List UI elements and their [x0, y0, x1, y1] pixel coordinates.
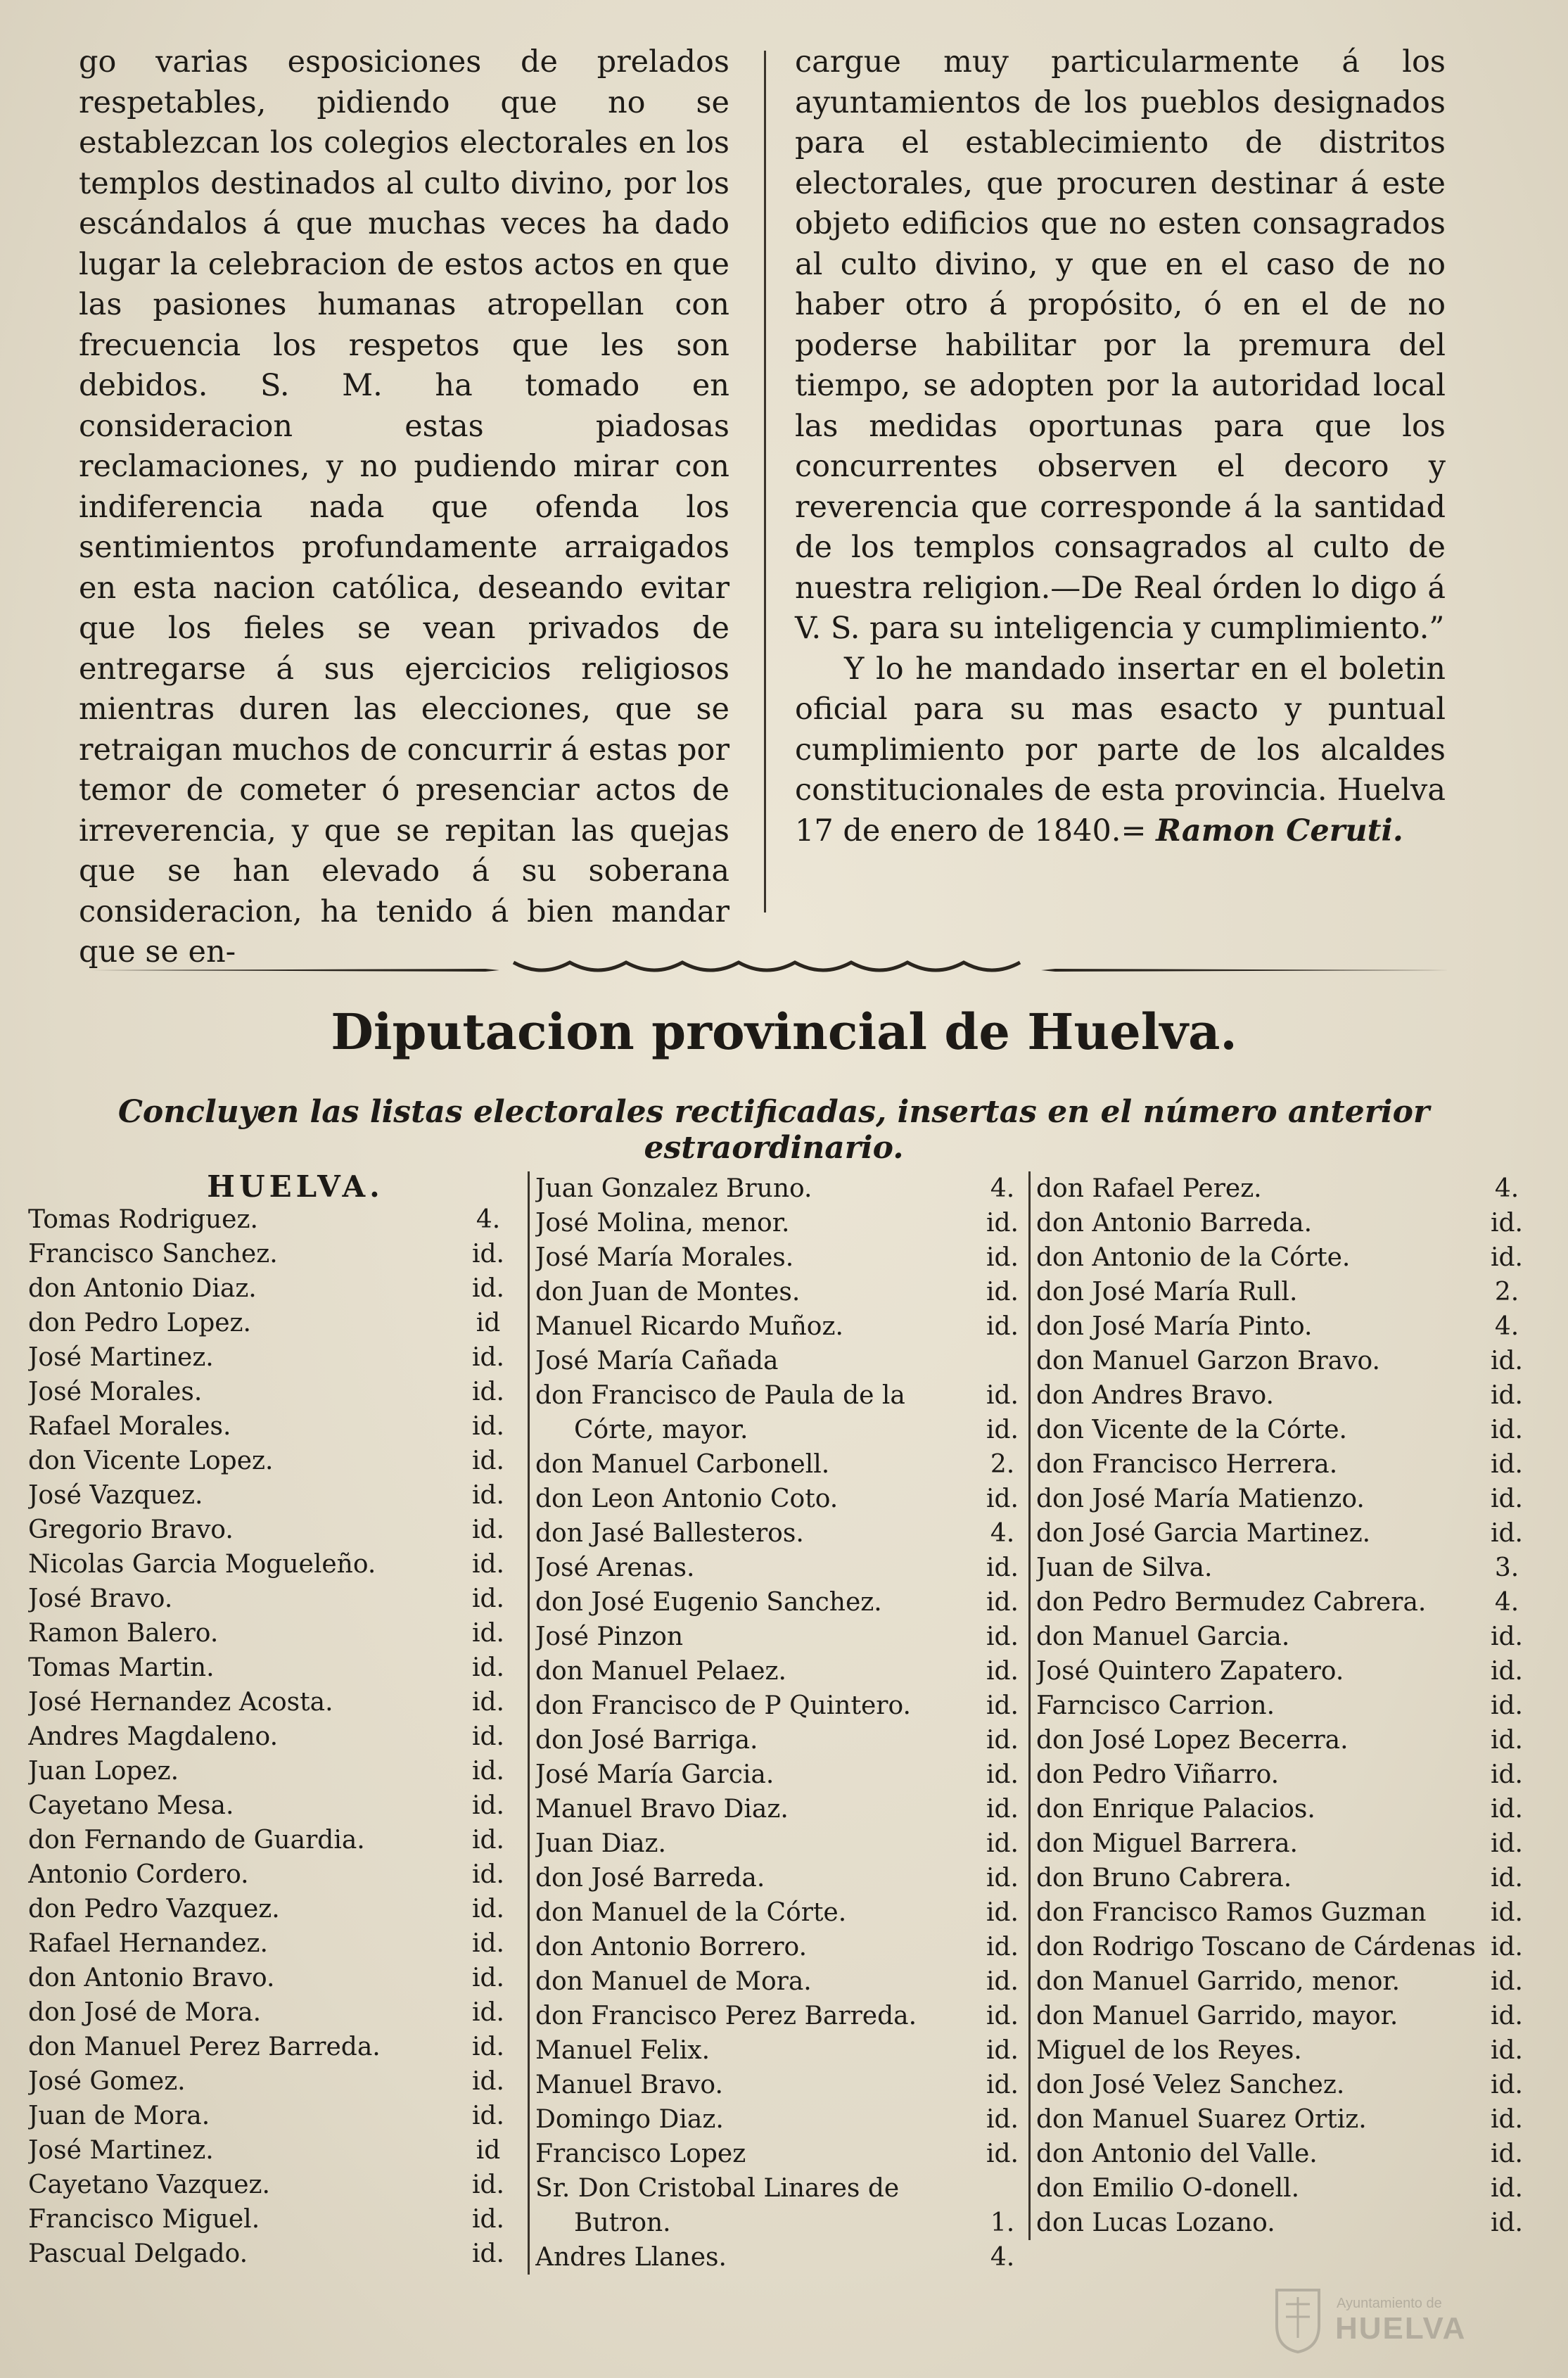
- elector-value: 3.: [1494, 1553, 1519, 1582]
- elector-row: [535, 2033, 1028, 2068]
- elector-value: 4.: [1494, 1588, 1519, 1617]
- elector-row: [1036, 1620, 1532, 1654]
- elector-value: 4.: [990, 1519, 1015, 1548]
- elector-row: [535, 1723, 1028, 1757]
- elector-value: id.: [471, 2033, 504, 2061]
- elector-row: [535, 1689, 1028, 1723]
- elector-value: id.: [471, 1653, 504, 1682]
- elector-row: [1036, 1378, 1532, 1413]
- elector-name: Manuel Ricardo Muñoz.: [535, 1312, 843, 1341]
- elector-name: Sr. Don Cristobal Linares de: [535, 2174, 900, 2203]
- elector-value: id.: [986, 2071, 1019, 2099]
- elector-row: [1036, 1240, 1532, 1275]
- elector-row: [1036, 1826, 1532, 1861]
- watermark-big-text: HUELVA: [1335, 2311, 1467, 2346]
- elector-name: don Antonio Borrero.: [535, 1933, 808, 1961]
- article-closing-paragraph: [795, 649, 1446, 852]
- elector-value: id.: [986, 1726, 1019, 1755]
- elector-value: id.: [471, 1619, 504, 1648]
- elector-name: José María Garcia.: [535, 1760, 775, 1789]
- elector-row: [1036, 2206, 1532, 2240]
- elector-row: [28, 1995, 514, 2030]
- elector-row: [535, 1895, 1028, 1930]
- elector-name: don Francisco de P Quintero.: [535, 1691, 911, 1720]
- elector-name: Domingo Diaz.: [535, 2105, 724, 2134]
- elector-name: Tomas Rodriguez.: [28, 1205, 258, 1234]
- elector-row: [1036, 2068, 1532, 2102]
- elector-name: José Molina, menor.: [535, 1209, 790, 1238]
- elector-row: [535, 1309, 1028, 1344]
- elector-name: Francisco Lopez: [535, 2139, 746, 2168]
- elector-row: [535, 1516, 1028, 1551]
- elector-name: José Bravo.: [28, 1584, 173, 1613]
- elector-row: [28, 1444, 514, 1478]
- section-title: Diputacion provincial de Huelva.: [331, 1003, 1237, 1061]
- elector-row: [28, 2168, 514, 2202]
- elector-value: id.: [1490, 2139, 1523, 2168]
- elector-value: id.: [471, 1240, 504, 1269]
- elector-row: [28, 1271, 514, 1306]
- elector-name: don Jasé Ballesteros.: [535, 1519, 804, 1548]
- elector-name: don José María Rull.: [1036, 1278, 1298, 1306]
- elector-value: id.: [471, 1584, 504, 1613]
- elector-value: id.: [471, 1964, 504, 1992]
- elector-row: [535, 2171, 1028, 2206]
- elector-value: id.: [986, 1553, 1019, 1582]
- elector-row: [28, 1616, 514, 1651]
- elector-row: [1036, 1206, 1532, 1240]
- elector-value: id.: [1490, 1209, 1523, 1238]
- elector-name: José Pinzon: [535, 1622, 684, 1651]
- elector-name: Farncisco Carrion.: [1036, 1691, 1275, 1720]
- elector-row: [28, 1340, 514, 1375]
- elector-row: [1036, 1723, 1532, 1757]
- elector-name: don José María Pinto.: [1036, 1312, 1313, 1341]
- elector-name: don Bruno Cabrera.: [1036, 1864, 1292, 1893]
- elector-name: don Leon Antonio Coto.: [535, 1484, 839, 1513]
- elector-row: [1036, 1413, 1532, 1447]
- article-paragraph: go varias esposiciones de prelados respetables, pidiendo que no se establezcan los colegios electorales en los templos destinados al culto divino, por los escándalos á que muchas veces ha dado lugar la celebracion de estos actos en que las pasiones humanas atropellan con frecuencia los respetos que les son debidos. S. M. ha tomado en consideracion estas piadosas reclamaciones, y no pudiendo mirar con indiferencia nada que ofenda los sentimientos profundamente arraigados en esta nacion católica, deseando evitar que los fieles se vean privados de entregarse á sus ejercicios religiosos mientras duren las elecciones, que se retraigan muchos de concurrir á estas por temor de cometer ó presenciar actos de irreverencia, y que se repitan las quejas que se han elevado á su soberana consideracion, ha tenido á bien mandar que se en-: [79, 44, 729, 969]
- elector-row: [535, 1964, 1028, 1999]
- electors-column-1: [28, 1171, 514, 2271]
- elector-name: don Enrique Palacios.: [1036, 1795, 1315, 1824]
- elector-value: id.: [471, 2205, 504, 2234]
- elector-name: José Morales.: [28, 1378, 203, 1406]
- elector-row: [28, 1788, 514, 1823]
- elector-name: don Vicente Lopez.: [28, 1446, 274, 1475]
- elector-row: [1036, 1275, 1532, 1309]
- elector-row: [28, 2133, 514, 2168]
- elector-name: Nicolas Garcia Mogueleño.: [28, 1550, 376, 1579]
- elector-row: [28, 1375, 514, 1409]
- elector-row: [28, 1857, 514, 1892]
- elector-row: [535, 1413, 1028, 1447]
- elector-value: id.: [1490, 1691, 1523, 1720]
- elector-row: [535, 1240, 1028, 1275]
- watermark-small-text: Ayuntamiento de: [1337, 2296, 1442, 2311]
- elector-name: don Pedro Viñarro.: [1036, 1760, 1280, 1789]
- elector-name: don Pedro Lopez.: [28, 1309, 251, 1337]
- elector-name: don Rodrigo Toscano de Cárdenas: [1036, 1933, 1476, 1961]
- elector-name: Cayetano Mesa.: [28, 1791, 234, 1820]
- elector-row: [535, 1826, 1028, 1861]
- elector-name: Juan de Mora.: [28, 2102, 210, 2130]
- elector-row: [1036, 1792, 1532, 1826]
- elector-row: [535, 1654, 1028, 1689]
- elector-value: id.: [1490, 1381, 1523, 1410]
- elector-row: [1036, 1689, 1532, 1723]
- elector-name: Francisco Miguel.: [28, 2205, 260, 2234]
- elector-name: Manuel Bravo Diaz.: [535, 1795, 789, 1824]
- elector-value: id.: [471, 2102, 504, 2130]
- elector-value: id.: [471, 1998, 504, 2027]
- elector-value: id.: [986, 1416, 1019, 1444]
- elector-value: id.: [471, 2239, 504, 2268]
- elector-value: id.: [986, 1933, 1019, 1961]
- elector-value: id.: [1490, 1933, 1523, 1961]
- elector-value: id.: [471, 2170, 504, 2199]
- elector-name: don Manuel Carbonell.: [535, 1450, 830, 1479]
- elector-name: don José Barreda.: [535, 1864, 765, 1893]
- elector-name: don Emilio O-donell.: [1036, 2174, 1300, 2203]
- ornamental-separator: [91, 958, 1449, 982]
- elector-row: [28, 1582, 514, 1616]
- elector-value: id: [476, 1309, 501, 1337]
- elector-name: don Rafael Perez.: [1036, 1174, 1262, 1203]
- elector-value: id.: [1490, 1829, 1523, 1858]
- elector-name: don Fernando de Guardia.: [28, 1826, 365, 1855]
- elector-row: [28, 1237, 514, 1271]
- elector-row: [28, 1961, 514, 1995]
- elector-value: id.: [1490, 2105, 1523, 2134]
- elector-name: Miguel de los Reyes.: [1036, 2036, 1302, 2065]
- elector-value: id: [476, 2136, 501, 2165]
- elector-value: id.: [1490, 1898, 1523, 1927]
- elector-name: Francisco Sanchez.: [28, 1240, 278, 1269]
- elector-value: 4.: [990, 2243, 1015, 2272]
- elector-row: [28, 1547, 514, 1582]
- elector-name: don Manuel Garcia.: [1036, 1622, 1290, 1651]
- elector-row: [28, 1685, 514, 1719]
- elector-value: id.: [471, 1481, 504, 1510]
- elector-name: don Juan de Montes.: [535, 1278, 801, 1306]
- elector-value: id.: [471, 1550, 504, 1579]
- elector-row: [1036, 1757, 1532, 1792]
- elector-row: [535, 1620, 1028, 1654]
- elector-value: id.: [1490, 1864, 1523, 1893]
- signature: Ramon Ceruti.: [1156, 813, 1403, 848]
- elector-value: id.: [1490, 1760, 1523, 1789]
- elector-row: [1036, 2033, 1532, 2068]
- elector-row: [1036, 1654, 1532, 1689]
- elector-value: id.: [986, 1691, 1019, 1720]
- article-right-column: [795, 42, 1446, 851]
- elector-row: [535, 1999, 1028, 2033]
- elector-value: id.: [471, 1412, 504, 1441]
- section-subtitle: Concluyen las listas electorales rectificadas, insertas en el número anterior estraordinario.: [117, 1094, 1430, 1166]
- elector-value: id.: [471, 1274, 504, 1303]
- elector-value: id.: [986, 1967, 1019, 1996]
- elector-name: Manuel Felix.: [535, 2036, 710, 2065]
- elector-name: don Antonio del Valle.: [1036, 2139, 1318, 2168]
- elector-row: [1036, 1516, 1532, 1551]
- elector-value: id.: [1490, 2071, 1523, 2099]
- elector-value: id.: [986, 1381, 1019, 1410]
- elector-name: Córte, mayor.: [574, 1416, 748, 1444]
- elector-value: id.: [1490, 1450, 1523, 1479]
- elector-row: [28, 1926, 514, 1961]
- elector-value: id.: [986, 1898, 1019, 1927]
- elector-value: id.: [1490, 1519, 1523, 1548]
- elector-value: id.: [471, 1343, 504, 1372]
- elector-name: don Antonio Diaz.: [28, 1274, 257, 1303]
- elector-name: José Hernandez Acosta.: [28, 1688, 333, 1717]
- elector-value: id.: [986, 1829, 1019, 1858]
- coat-of-arms-icon: [1273, 2283, 1322, 2353]
- elector-name: José Martinez.: [28, 2136, 214, 2165]
- elector-value: id.: [986, 1657, 1019, 1686]
- elector-name: don Manuel de Mora.: [535, 1967, 812, 1996]
- elector-value: id.: [471, 1515, 504, 1544]
- elector-name: Tomas Martin.: [28, 1653, 215, 1682]
- elector-row: [28, 1306, 514, 1340]
- elector-value: 4.: [990, 1174, 1015, 1203]
- elector-name: don José Barriga.: [535, 1726, 758, 1755]
- elector-row: [535, 2240, 1028, 2275]
- elector-name: Andres Llanes.: [535, 2243, 727, 2272]
- elector-name: don Vicente de la Córte.: [1036, 1416, 1347, 1444]
- elector-row: [28, 1651, 514, 1685]
- elector-value: id.: [1490, 2036, 1523, 2065]
- elector-row: [28, 1892, 514, 1926]
- elector-value: id.: [986, 1484, 1019, 1513]
- elector-value: id.: [986, 1760, 1019, 1789]
- elector-value: id.: [1490, 1726, 1523, 1755]
- elector-value: id.: [471, 2067, 504, 2096]
- huelva-watermark: [1273, 2283, 1505, 2360]
- elector-name: don José María Matienzo.: [1036, 1484, 1365, 1513]
- elector-value: id.: [986, 2036, 1019, 2065]
- elector-name: Manuel Bravo.: [535, 2071, 723, 2099]
- elector-name: don José Garcia Martinez.: [1036, 1519, 1371, 1548]
- elector-value: id.: [471, 1688, 504, 1717]
- article-paragraph-continued: cargue muy particularmente á los ayuntamientos de los pueblos designados para el establecimiento de distritos electorales, que procuren destinar á este objeto edificios que no esten consagrados al culto divino, y que en el caso de no haber otro á propósito, ó en el de no poderse habilitar por la premura del tiempo, se adopten por la autoridad local las medidas oportunas para que los concurrentes observen el decoro y reverencia que corresponde á la santidad de los templos consagrados al culto de nuestra religion.—De Real órden lo digo á V. S. para su inteligencia y cumplimiento.”: [795, 44, 1446, 646]
- elector-name: José Quintero Zapatero.: [1036, 1657, 1344, 1686]
- article-left-column: [79, 42, 729, 973]
- elector-value: id.: [1490, 1243, 1523, 1272]
- elector-row: [535, 1792, 1028, 1826]
- elector-name: José María Morales.: [535, 1243, 794, 1272]
- elector-name: don Francisco Ramos Guzman: [1036, 1898, 1427, 1927]
- elector-value: 4.: [1494, 1174, 1519, 1203]
- elector-row: [1036, 2171, 1532, 2206]
- elector-value: id.: [986, 1622, 1019, 1651]
- elector-value: id.: [986, 1795, 1019, 1824]
- elector-value: id.: [986, 2002, 1019, 2030]
- elector-row: [1036, 1171, 1532, 1206]
- elector-value: id.: [471, 1722, 504, 1751]
- elector-name: José María Cañada: [535, 1347, 779, 1375]
- elector-value: id.: [986, 1243, 1019, 1272]
- elector-row: [535, 2137, 1028, 2171]
- elector-value: id.: [1490, 1484, 1523, 1513]
- elector-name: don Antonio Barreda.: [1036, 1209, 1313, 1238]
- elector-name: Juan Diaz.: [535, 1829, 666, 1858]
- electors-heading: HUELVA.: [207, 1169, 384, 1204]
- elector-value: 4.: [1494, 1312, 1519, 1341]
- elector-name: Ramon Balero.: [28, 1619, 219, 1648]
- elector-row: [535, 1757, 1028, 1792]
- elector-row: [535, 1275, 1028, 1309]
- elector-row: [535, 1378, 1028, 1413]
- elector-name: Andres Magdaleno.: [28, 1722, 279, 1751]
- elector-row: [535, 1447, 1028, 1482]
- elector-row: [1036, 1964, 1532, 1999]
- elector-row: [1036, 2102, 1532, 2137]
- elector-name: Antonio Cordero.: [28, 1860, 249, 1889]
- elector-row: [1036, 1895, 1532, 1930]
- elector-row: [1036, 1585, 1532, 1620]
- elector-row: [535, 2102, 1028, 2137]
- elector-value: 2.: [990, 1450, 1015, 1479]
- elector-row: [28, 1754, 514, 1788]
- elector-name: Rafael Morales.: [28, 1412, 231, 1441]
- elector-name: don José de Mora.: [28, 1998, 262, 2027]
- elector-row: [1036, 1930, 1532, 1964]
- elector-row: [28, 1202, 514, 1237]
- elector-value: id.: [986, 1588, 1019, 1617]
- elector-name: don Pedro Vazquez.: [28, 1895, 280, 1924]
- elector-row: [535, 1482, 1028, 1516]
- elector-name: don Francisco Herrera.: [1036, 1450, 1338, 1479]
- elector-row: [28, 2099, 514, 2133]
- elector-value: id.: [1490, 1347, 1523, 1375]
- elector-row: [535, 1344, 1028, 1378]
- elector-value: id.: [986, 1278, 1019, 1306]
- elector-name: don Manuel Garzon Bravo.: [1036, 1347, 1380, 1375]
- elector-value: id.: [471, 1757, 504, 1786]
- elector-value: id.: [1490, 2002, 1523, 2030]
- elector-value: 4.: [476, 1205, 501, 1234]
- elector-name: Butron.: [574, 2208, 671, 2237]
- elector-name: don Pedro Bermudez Cabrera.: [1036, 1588, 1427, 1617]
- column-divider: [764, 51, 766, 913]
- elector-row: [1036, 1344, 1532, 1378]
- elector-value: id.: [986, 1209, 1019, 1238]
- elector-value: id.: [986, 1864, 1019, 1893]
- elector-value: id.: [1490, 2208, 1523, 2237]
- elector-value: id.: [471, 1895, 504, 1924]
- closing-text: Y lo he mandado insertar en el boletin oficial para su mas esacto y puntual cumplimiento por parte de los alcaldes constitucionales de esta provincia. Huelva 17 de enero de 1840.=: [795, 651, 1446, 848]
- elector-value: id.: [1490, 1967, 1523, 1996]
- elector-name: Juan de Silva.: [1036, 1553, 1213, 1582]
- elector-row: [28, 2064, 514, 2099]
- elector-name: don Manuel Garrido, mayor.: [1036, 2002, 1398, 2030]
- elector-name: don Manuel de la Córte.: [535, 1898, 847, 1927]
- elector-name: don Manuel Perez Barreda.: [28, 2033, 381, 2061]
- elector-value: id.: [471, 1446, 504, 1475]
- electors-column-2: [528, 1171, 1028, 2275]
- elector-value: id.: [1490, 1795, 1523, 1824]
- elector-row: [28, 1823, 514, 1857]
- elector-row: [535, 1206, 1028, 1240]
- elector-name: don José Eugenio Sanchez.: [535, 1588, 882, 1617]
- elector-value: id.: [1490, 2174, 1523, 2203]
- elector-row: [28, 1719, 514, 1754]
- elector-name: Juan Gonzalez Bruno.: [535, 1174, 812, 1203]
- elector-value: id.: [471, 1929, 504, 1958]
- elector-name: don José Velez Sanchez.: [1036, 2071, 1345, 2099]
- elector-row: [1036, 1482, 1532, 1516]
- elector-row: [535, 1551, 1028, 1585]
- elector-name: don Manuel Suarez Ortiz.: [1036, 2105, 1367, 2134]
- elector-name: José Martinez.: [28, 1343, 214, 1372]
- elector-value: id.: [471, 1860, 504, 1889]
- elector-name: don Lucas Lozano.: [1036, 2208, 1275, 2237]
- elector-name: don Antonio de la Córte.: [1036, 1243, 1351, 1272]
- elector-row: [28, 1478, 514, 1513]
- elector-name: don Manuel Pelaez.: [535, 1657, 786, 1686]
- elector-row: [1036, 1447, 1532, 1482]
- elector-value: id.: [471, 1791, 504, 1820]
- elector-name: Juan Lopez.: [28, 1757, 179, 1786]
- elector-name: Rafael Hernandez.: [28, 1929, 268, 1958]
- elector-value: 2.: [1494, 1278, 1519, 1306]
- elector-row: [535, 2206, 1028, 2240]
- elector-row: [535, 1861, 1028, 1895]
- elector-value: id.: [986, 1312, 1019, 1341]
- elector-value: id.: [1490, 1416, 1523, 1444]
- elector-name: Cayetano Vazquez.: [28, 2170, 270, 2199]
- elector-name: don Francisco Perez Barreda.: [535, 2002, 917, 2030]
- elector-value: id.: [986, 2105, 1019, 2134]
- elector-name: don Andres Bravo.: [1036, 1381, 1274, 1410]
- elector-name: don Francisco de Paula de la: [535, 1381, 905, 1410]
- elector-name: don Miguel Barrera.: [1036, 1829, 1298, 1858]
- elector-row: [535, 1585, 1028, 1620]
- elector-value: id.: [1490, 1622, 1523, 1651]
- elector-row: [1036, 2137, 1532, 2171]
- elector-name: don José Lopez Becerra.: [1036, 1726, 1349, 1755]
- elector-name: José Gomez.: [28, 2067, 186, 2096]
- elector-name: Gregorio Bravo.: [28, 1515, 234, 1544]
- elector-value: id.: [1490, 1657, 1523, 1686]
- elector-row: [535, 1171, 1028, 1206]
- elector-row: [1036, 1861, 1532, 1895]
- elector-value: id.: [471, 1378, 504, 1406]
- elector-row: [28, 1513, 514, 1547]
- elector-name: José Vazquez.: [28, 1481, 203, 1510]
- elector-row: [535, 2068, 1028, 2102]
- elector-row: [1036, 1999, 1532, 2033]
- elector-value: id.: [471, 1826, 504, 1855]
- elector-row: [1036, 1309, 1532, 1344]
- elector-row: [28, 2030, 514, 2064]
- elector-value: 1.: [990, 2208, 1015, 2237]
- elector-value: id.: [986, 2139, 1019, 2168]
- elector-name: don Manuel Garrido, menor.: [1036, 1967, 1401, 1996]
- elector-row: [28, 2202, 514, 2237]
- elector-row: [28, 1409, 514, 1444]
- electors-column-3: [1028, 1171, 1532, 2240]
- elector-name: José Arenas.: [535, 1553, 695, 1582]
- elector-row: [535, 1930, 1028, 1964]
- elector-name: Pascual Delgado.: [28, 2239, 248, 2268]
- elector-name: don Antonio Bravo.: [28, 1964, 275, 1992]
- elector-row: [28, 2237, 514, 2271]
- elector-row: [1036, 1551, 1532, 1585]
